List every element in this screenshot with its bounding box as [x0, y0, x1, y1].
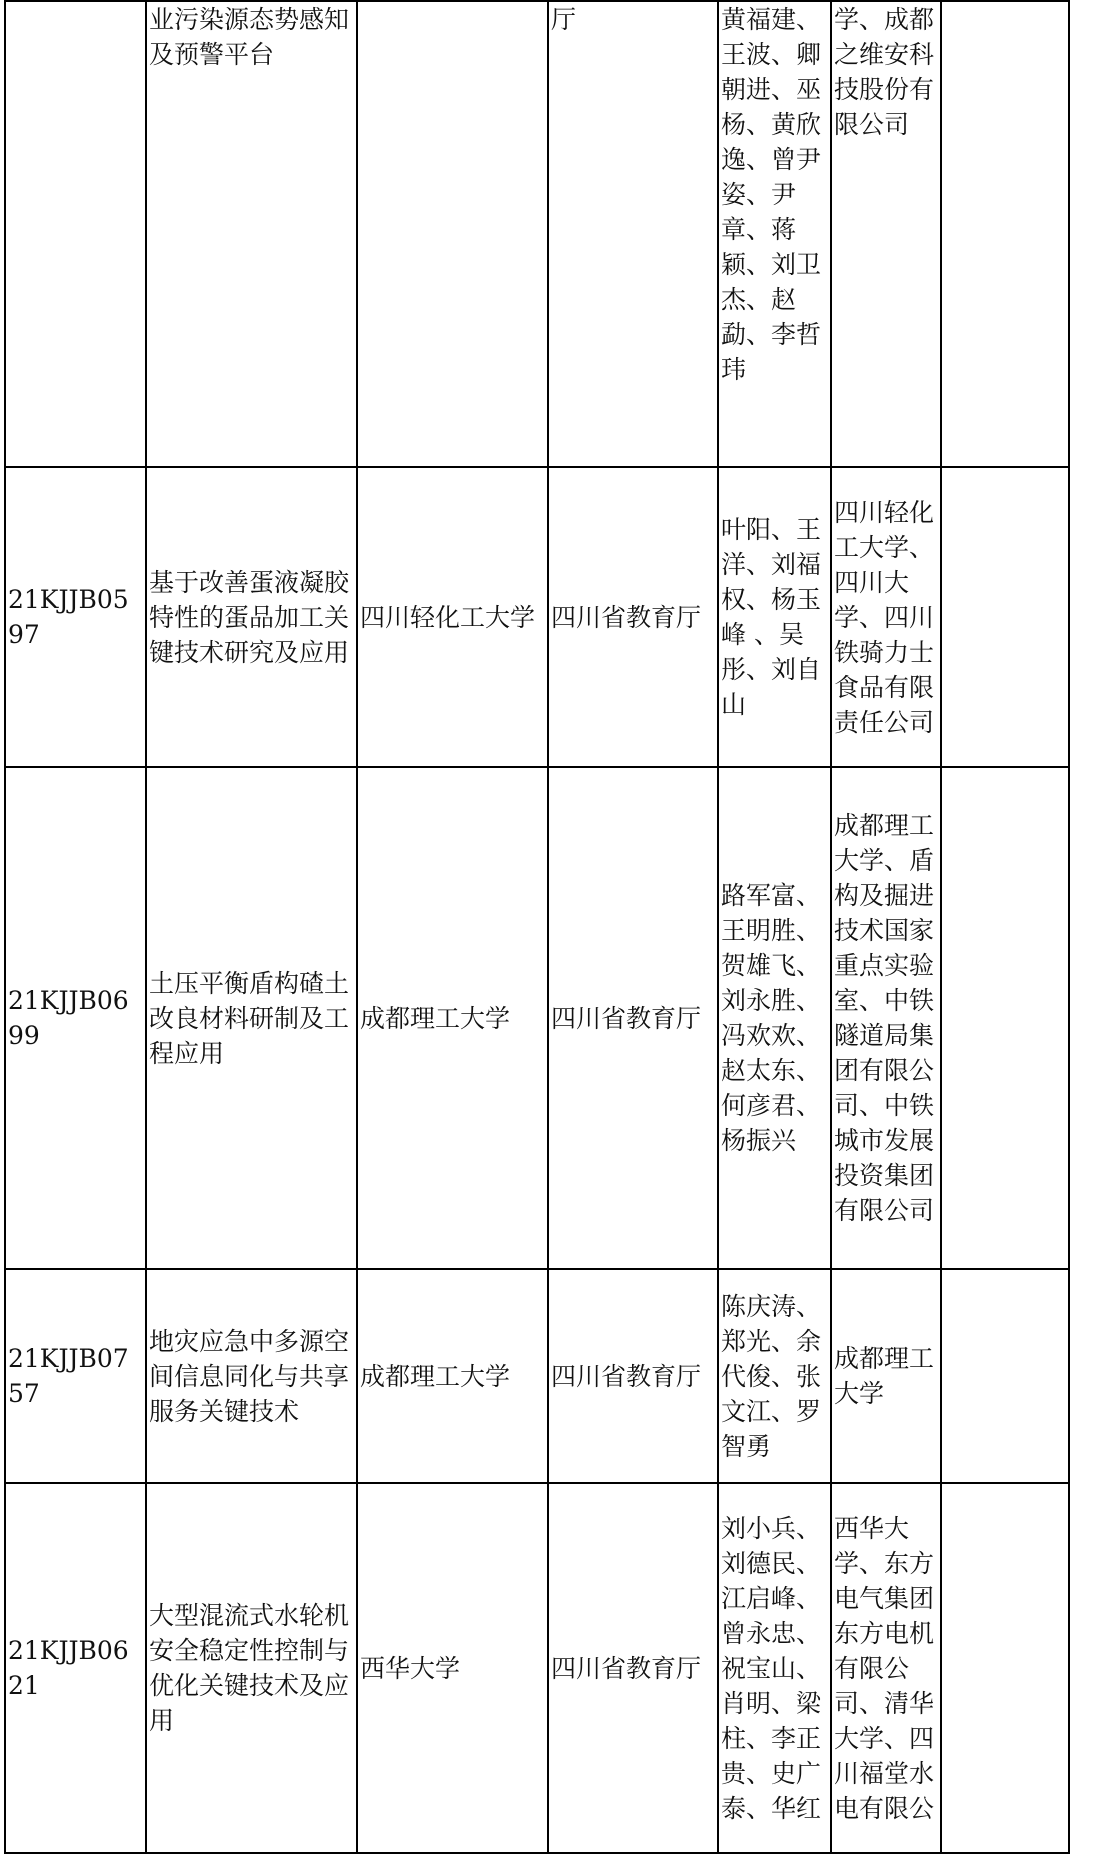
completing-unit-cell: 成都理工大学	[357, 767, 548, 1269]
persons-text: 刘小兵、 刘德民、 江启峰、 曾永忠、 祝宝山、 肖明、梁 柱、李正 贵、史广 泰、华红	[721, 1513, 822, 1823]
persons-cell	[718, 1269, 831, 1483]
project-id-cell: 21KJJB0621	[5, 1483, 146, 1853]
project-id-cell: 21KJJB0757	[5, 1269, 146, 1483]
project-id-cell: 21KJJB0699	[5, 767, 146, 1269]
note-cell	[941, 1, 1069, 467]
orgs-cell	[831, 1, 941, 467]
project-title-cell: 大型混流式水轮机安全稳定性控制与优化关键技术及应用	[146, 1483, 357, 1853]
table-row	[5, 767, 1069, 1269]
orgs-cell	[831, 1269, 941, 1483]
table-row	[5, 1, 1069, 467]
persons-cell	[718, 1, 831, 467]
note-cell	[941, 767, 1069, 1269]
persons-text: 叶阳、王 洋、刘福 权、杨玉 峰 、吴 彤、刘自 山	[721, 515, 822, 719]
project-title-cell: 土压平衡盾构碴土改良材料研制及工程应用	[146, 767, 357, 1269]
persons-text: 陈庆涛、 郑光、余 代俊、张 文江、罗 智勇	[721, 1291, 822, 1461]
nominating-dept-cell: 厅	[548, 1, 718, 467]
table-row	[5, 1483, 1069, 1853]
project-title-cell: 地灾应急中多源空间信息同化与共享服务关键技术	[146, 1269, 357, 1483]
persons-cell	[718, 767, 831, 1269]
completing-unit-cell: 西华大学	[357, 1483, 548, 1853]
completing-unit-cell	[357, 1, 548, 467]
nominating-dept-cell: 四川省教育厅	[548, 767, 718, 1269]
note-cell	[941, 1483, 1069, 1853]
note-cell	[941, 1269, 1069, 1483]
awards-table	[4, 0, 1070, 1854]
persons-text: 黄福建、 王波、卿 朝进、巫 杨、黄欣 逸、曾尹 姿、尹 章、蒋 颖、刘卫 杰、赵 勐、李哲 玮	[721, 5, 822, 384]
project-title-cell: 基于改善蛋液凝胶特性的蛋品加工关键技术研究及应用	[146, 467, 357, 767]
orgs-text: 成都理工 大学、盾 构及掘进 技术国家 重点实验 室、中铁 隧道局集 团有限公 司、中铁 城市发展 投资集团 有限公司	[834, 811, 935, 1225]
nominating-dept-cell: 四川省教育厅	[548, 467, 718, 767]
persons-cell	[718, 467, 831, 767]
project-id-cell: 21KJJB0597	[5, 467, 146, 767]
orgs-text: 成都理工 大学	[834, 1344, 935, 1408]
table-row	[5, 1269, 1069, 1483]
table-row	[5, 467, 1069, 767]
project-id-cell	[5, 1, 146, 467]
orgs-text: 学、成都 之维安科 技股份有 限公司	[834, 5, 935, 139]
orgs-cell	[831, 1483, 941, 1853]
completing-unit-cell: 成都理工大学	[357, 1269, 548, 1483]
orgs-text: 四川轻化 工大学、 四川大 学、四川 铁骑力士 食品有限 责任公司	[834, 497, 935, 737]
note-cell	[941, 467, 1069, 767]
nominating-dept-cell: 四川省教育厅	[548, 1483, 718, 1853]
orgs-cell	[831, 767, 941, 1269]
completing-unit-cell: 四川轻化工大学	[357, 467, 548, 767]
orgs-cell	[831, 467, 941, 767]
project-title-cell: 业污染源态势感知及预警平台	[146, 1, 357, 467]
orgs-text: 西华大 学、东方 电气集团 东方电机 有限公 司、清华 大学、四 川福堂水 电有限公	[834, 1513, 935, 1823]
persons-cell	[718, 1483, 831, 1853]
nominating-dept-cell: 四川省教育厅	[548, 1269, 718, 1483]
persons-text: 路军富、 王明胜、 贺雄飞、 刘永胜、 冯欢欢、 赵太东、 何彦君、 杨振兴	[721, 881, 822, 1155]
